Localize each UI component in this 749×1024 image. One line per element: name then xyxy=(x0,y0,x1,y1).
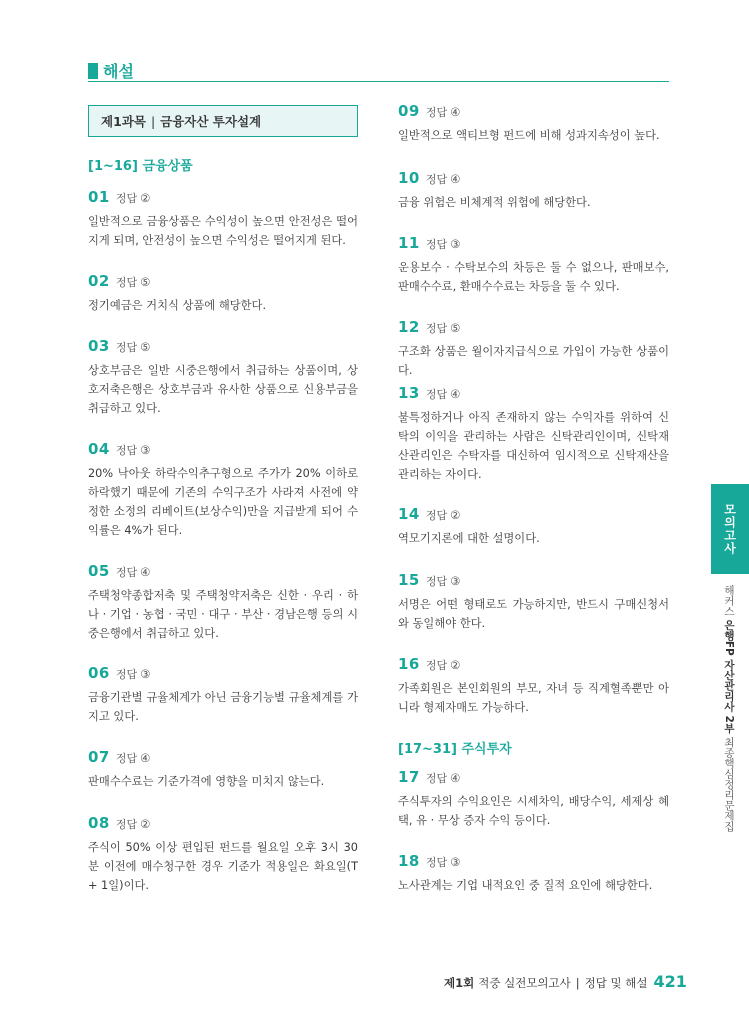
answer-value: ⑤ xyxy=(450,321,461,335)
answer-item xyxy=(88,188,358,250)
explanation: 20% 낙아웃 하락수익추구형으로 주가가 20% 이하로 하락했기 때문에 기존의 수익구조가 사라져 사전에 약정한 소정의 리베이트(보상수익)만을 지급받게 되어 수익률은 4%가 된다. xyxy=(88,467,358,537)
answer-item xyxy=(398,234,669,296)
answer-label: 정답 xyxy=(425,659,448,672)
answer-value: ③ xyxy=(450,237,461,251)
explanation: 역모기지론에 대한 설명이다. xyxy=(398,532,540,545)
explanation: 주식이 50% 이상 편입된 펀드를 월요일 오후 3시 30분 이전에 매수청구한 경우 기준가 적용일은 화요일(T + 1일)이다. xyxy=(88,841,358,892)
question-number: 17 xyxy=(398,768,420,786)
question-number: 01 xyxy=(88,188,110,206)
explanation: 상호부금은 일반 시중은행에서 취급하는 상품이며, 상호저축은행은 상호부금과 유사한 상품으로 신용부금을 취급하고 있다. xyxy=(88,364,358,415)
explanation: 판매수수료는 기준가격에 영향을 미치지 않는다. xyxy=(88,775,325,788)
answer-label: 정답 xyxy=(425,856,448,869)
answer-label: 정답 xyxy=(425,173,448,186)
section-header xyxy=(88,59,134,82)
explanation: 금융기관별 규율체계가 아닌 금융기능별 규율체계를 가지고 있다. xyxy=(88,691,358,723)
answer-item xyxy=(398,505,669,548)
subject-label: 제1과목 xyxy=(101,114,146,129)
answer-label: 정답 xyxy=(425,772,448,785)
page-footer xyxy=(444,972,687,991)
answer-item xyxy=(88,272,358,315)
explanation: 정기예금은 거치식 상품에 해당한다. xyxy=(88,299,267,312)
side-subtitle: 최종핵심정리문제집 xyxy=(723,736,735,832)
question-number: 13 xyxy=(398,384,420,402)
answer-value: ③ xyxy=(450,574,461,588)
subject-box xyxy=(88,105,358,137)
answer-item xyxy=(398,169,669,212)
answer-value: ④ xyxy=(450,105,461,119)
answer-value: ② xyxy=(450,508,461,522)
answer-value: ③ xyxy=(450,855,461,869)
answer-label: 정답 xyxy=(115,341,138,354)
answer-item xyxy=(88,440,358,540)
side-title: 은행FP 자산관리사 2부 xyxy=(723,619,735,734)
answer-item xyxy=(88,814,358,895)
question-number: 06 xyxy=(88,664,110,682)
footer-section: 정답 및 해설 xyxy=(584,976,648,990)
subject-name: 금융자산 투자설계 xyxy=(160,114,262,129)
answer-item xyxy=(88,337,358,418)
answer-value: ② xyxy=(140,817,151,831)
answer-item xyxy=(398,852,669,895)
answer-label: 정답 xyxy=(425,575,448,588)
answer-label: 정답 xyxy=(115,566,138,579)
answer-item xyxy=(88,748,358,791)
answer-value: ④ xyxy=(450,771,461,785)
question-number: 09 xyxy=(398,102,420,120)
explanation: 주택청약종합저축 및 주택청약저축은 신한 · 우리 · 하나 · 기업 · 농협 · 국민 · 대구 · 부산 · 경남은행 등의 시중은행에서 취급하고 있다. xyxy=(88,589,358,640)
explanation: 구조화 상품은 월이자지급식으로 가입이 가능한 상품이다. xyxy=(398,345,669,377)
answer-item xyxy=(88,562,358,643)
answer-item xyxy=(398,655,669,717)
answer-value: ③ xyxy=(140,443,151,457)
header-divider xyxy=(88,81,669,82)
answer-label: 정답 xyxy=(115,192,138,205)
header-marker xyxy=(88,63,98,79)
answer-value: ⑤ xyxy=(140,340,151,354)
subject-separator: | xyxy=(150,113,156,129)
explanation: 일반적으로 금융상품은 수익성이 높으면 안전성은 떨어지게 되며, 안전성이 높으면 수익성은 떨어지게 된다. xyxy=(88,215,358,247)
side-brand: 해커스 xyxy=(723,585,735,617)
question-number: 11 xyxy=(398,234,420,252)
explanation: 서명은 어떤 형태로도 가능하지만, 반드시 구매신청서와 동일해야 한다. xyxy=(398,598,669,630)
range-heading-1: [1~16] 금융상품 xyxy=(88,159,193,174)
answer-label: 정답 xyxy=(425,388,448,401)
header-title: 해설 xyxy=(103,62,134,81)
answer-item xyxy=(398,102,669,145)
range-heading-2: [17~31] 주식투자 xyxy=(398,742,512,757)
answer-label: 정답 xyxy=(425,509,448,522)
question-number: 07 xyxy=(88,748,110,766)
answer-label: 정답 xyxy=(425,322,448,335)
footer-name: 적중 실전모의고사 xyxy=(478,976,571,990)
answer-item xyxy=(398,384,669,484)
answer-label: 정답 xyxy=(115,752,138,765)
answer-value: ② xyxy=(450,658,461,672)
question-number: 15 xyxy=(398,571,420,589)
question-number: 12 xyxy=(398,318,420,336)
question-number: 14 xyxy=(398,505,420,523)
answer-label: 정답 xyxy=(115,668,138,681)
question-number: 03 xyxy=(88,337,110,355)
answer-value: ② xyxy=(140,191,151,205)
book-title-vertical xyxy=(722,585,737,831)
answer-label: 정답 xyxy=(115,444,138,457)
answer-value: ④ xyxy=(140,565,151,579)
question-number: 05 xyxy=(88,562,110,580)
answer-label: 정답 xyxy=(425,238,448,251)
explanation: 금융 위험은 비체계적 위험에 해당한다. xyxy=(398,196,591,209)
answer-value: ④ xyxy=(450,172,461,186)
explanation: 일반적으로 액티브형 펀드에 비해 성과지속성이 높다. xyxy=(398,129,660,142)
footer-separator: | xyxy=(575,976,580,990)
explanation: 주식투자의 수익요인은 시세차익, 배당수익, 세제상 혜택, 유 · 무상 증자 수익 등이다. xyxy=(398,795,669,827)
side-tab-label: 모의고사 xyxy=(722,503,737,555)
footer-round: 제1회 xyxy=(444,976,475,990)
answer-item xyxy=(398,571,669,633)
question-number: 04 xyxy=(88,440,110,458)
answer-value: ③ xyxy=(140,667,151,681)
answer-item xyxy=(398,318,669,380)
answer-label: 정답 xyxy=(425,106,448,119)
answer-value: ④ xyxy=(140,751,151,765)
question-number: 16 xyxy=(398,655,420,673)
explanation: 노사관계는 기업 내적요인 중 질적 요인에 해당한다. xyxy=(398,879,653,892)
page-number: 421 xyxy=(653,972,687,991)
side-tab xyxy=(711,484,749,574)
question-number: 02 xyxy=(88,272,110,290)
answer-item xyxy=(88,664,358,726)
answer-value: ④ xyxy=(450,387,461,401)
question-number: 08 xyxy=(88,814,110,832)
answer-item xyxy=(398,768,669,830)
explanation: 불특정하거나 아직 존재하지 않는 수익자를 위하여 신탁의 이익을 관리하는 사람은 신탁관리인이며, 신탁재산관리인은 수탁자를 대신하여 임시적으로 신탁재산을 관리하는 자이다. xyxy=(398,411,669,481)
answer-value: ⑤ xyxy=(140,275,151,289)
question-number: 10 xyxy=(398,169,420,187)
answer-label: 정답 xyxy=(115,818,138,831)
explanation: 가족회원은 본인회원의 부모, 자녀 등 직계혈족뿐만 아니라 형제자매도 가능하다. xyxy=(398,682,669,714)
question-number: 18 xyxy=(398,852,420,870)
explanation: 운용보수 · 수탁보수의 차등은 둘 수 없으나, 판매보수, 판매수수료, 환매수수료는 차등을 둘 수 있다. xyxy=(398,261,669,293)
answer-label: 정답 xyxy=(115,276,138,289)
